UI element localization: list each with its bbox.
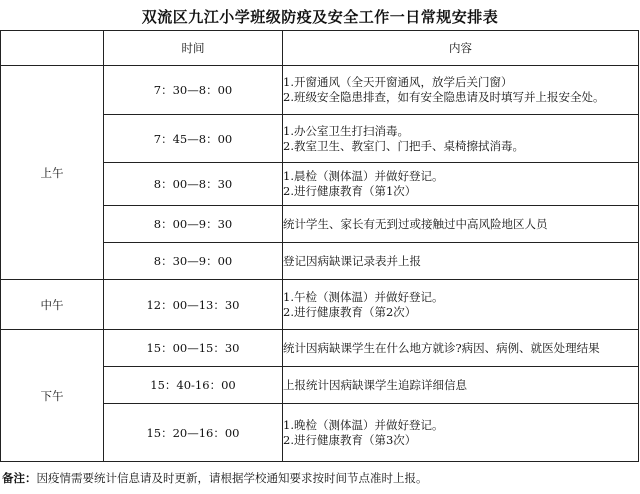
- time-cell: 12：00—13：30: [104, 280, 283, 330]
- period-morning: 上午: [1, 66, 104, 280]
- content-line: 2.进行健康教育（第2次）: [283, 304, 417, 319]
- content-line: 1.办公室卫生打扫消毒。: [283, 123, 409, 138]
- content-line: 上报统计因病缺课学生追踪详细信息: [283, 377, 467, 392]
- content-cell: [283, 280, 639, 330]
- content-line: 统计学生、家长有无到过或接触过中高风险地区人员: [283, 216, 548, 231]
- content-line: 2.进行健康教育（第3次）: [283, 432, 417, 447]
- time-cell: 7：30—8：00: [104, 66, 283, 115]
- content-line: 1.午检（测体温）并做好登记。: [283, 289, 444, 304]
- content-cell: [283, 243, 639, 280]
- header-time: 时间: [104, 31, 283, 66]
- document-title: 双流区九江小学班级防疫及安全工作一日常规安排表: [141, 8, 499, 26]
- content-line: 2.进行健康教育（第1次）: [283, 184, 417, 198]
- time-cell: 8：00—9：30: [104, 206, 283, 243]
- content-cell: [283, 163, 639, 206]
- schedule-table: [0, 30, 639, 462]
- content-line: 统计因病缺课学生在什么地方就诊?病因、病例、就医处理结果: [283, 340, 600, 355]
- time-cell: 8：30—9：00: [104, 243, 283, 280]
- content-line: 1.开窗通风（全天开窗通风，放学后关门窗）: [283, 75, 513, 89]
- time-cell: 8：00—8：30: [104, 163, 283, 206]
- table-row: [1, 330, 639, 367]
- content-cell: [283, 330, 639, 367]
- time-cell: 15：40-16：00: [104, 367, 283, 404]
- table-row: [1, 66, 639, 115]
- time-cell: 7：45—8：00: [104, 115, 283, 163]
- content-cell: [283, 115, 639, 163]
- content-line: 2.班级安全隐患排查，如有安全隐患请及时填写并上报安全处。: [283, 90, 605, 104]
- header-content: 内容: [283, 31, 639, 66]
- remark-text: 因疫情需要统计信息请及时更新，请根据学校通知要求按时间节点准时上报。: [36, 471, 428, 485]
- content-line: 1.晚检（测体温）并做好登记。: [283, 417, 444, 432]
- content-line: 1.晨检（测体温）并做好登记。: [283, 169, 444, 183]
- time-cell: 15：00—15：30: [104, 330, 283, 367]
- content-cell: [283, 66, 639, 115]
- header-period: [1, 31, 104, 66]
- remark-label: 备注：: [2, 471, 37, 485]
- content-cell: [283, 206, 639, 243]
- content-cell: [283, 404, 639, 462]
- content-cell: [283, 367, 639, 404]
- remark-note: [2, 470, 638, 488]
- time-cell: 15：20—16：00: [104, 404, 283, 462]
- table-row: [1, 280, 639, 330]
- content-line: 2.教室卫生、教室门、门把手、桌椅擦拭消毒。: [283, 138, 524, 153]
- table-header-row: [1, 31, 639, 66]
- period-afternoon: 下午: [1, 330, 104, 462]
- content-line: 登记因病缺课记录表并上报: [283, 253, 421, 268]
- period-noon: 中午: [1, 280, 104, 330]
